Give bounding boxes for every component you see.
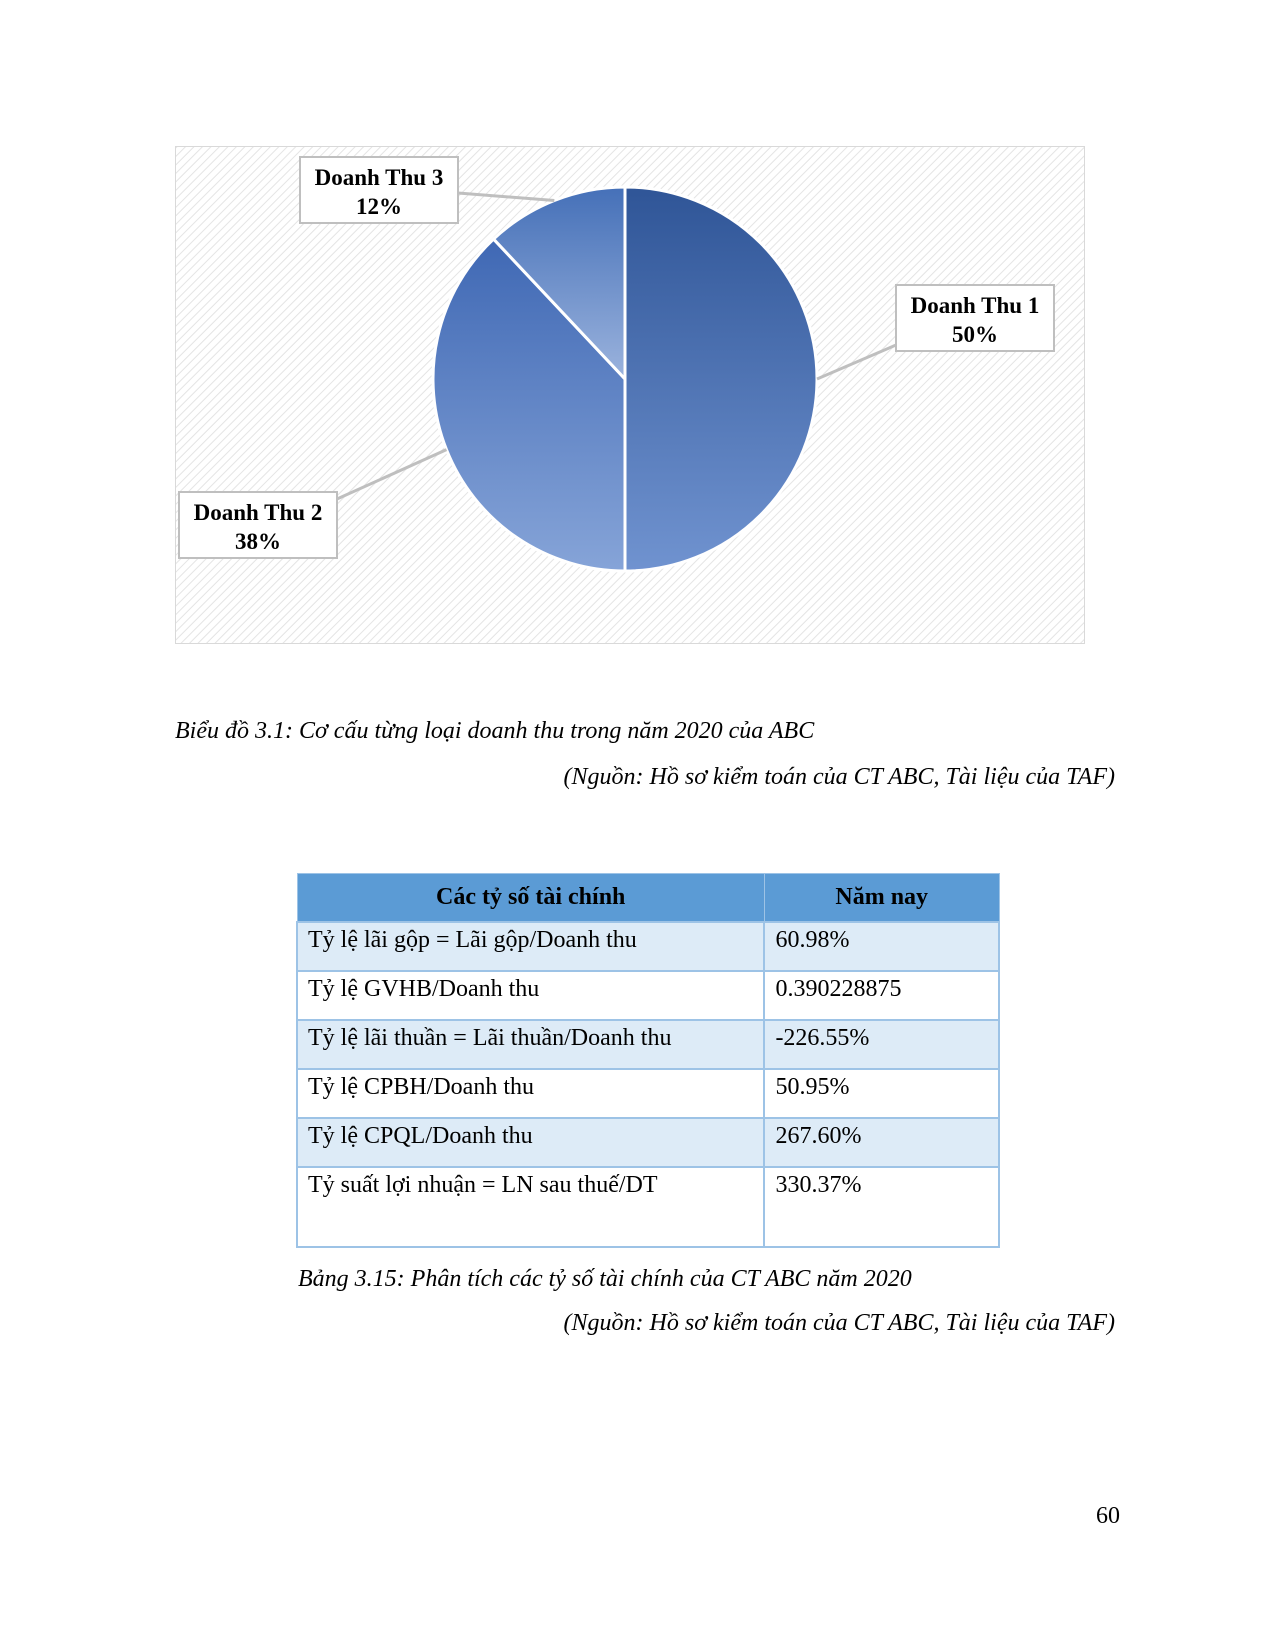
ratio-value: 60.98%	[764, 922, 999, 971]
ratio-value: 50.95%	[764, 1069, 999, 1118]
ratio-name: Tỷ lệ GVHB/Doanh thu	[297, 971, 764, 1020]
ratio-value: -226.55%	[764, 1020, 999, 1069]
table-row	[297, 1069, 999, 1118]
category-label: Doanh Thu 1	[910, 293, 1040, 318]
percent-label: 38%	[235, 529, 281, 554]
ratio-value: 0.390228875	[764, 971, 999, 1020]
table-row	[297, 1020, 999, 1069]
page-number: 60	[1096, 1503, 1120, 1529]
ratio-name: Tỷ lệ lãi thuần = Lãi thuần/Doanh thu	[297, 1020, 764, 1069]
table-row	[297, 1167, 999, 1247]
ratio-name: Tỷ lệ CPQL/Doanh thu	[297, 1118, 764, 1167]
table-header: Các tỷ số tài chính	[297, 874, 764, 923]
pie-chart-svg	[176, 147, 1084, 643]
table-row	[297, 971, 999, 1020]
pie-chart	[175, 146, 1085, 644]
chart-source: (Nguồn: Hồ sơ kiểm toán của CT ABC, Tài liệu của TAF)	[563, 764, 1115, 790]
table-header: Năm nay	[764, 874, 999, 923]
ratio-name: Tỷ lệ lãi gộp = Lãi gộp/Doanh thu	[297, 922, 764, 971]
table-source: (Nguồn: Hồ sơ kiểm toán của CT ABC, Tài liệu của TAF)	[563, 1310, 1115, 1336]
ratio-value: 330.37%	[764, 1167, 999, 1247]
ratio-name: Tỷ suất lợi nhuận = LN sau thuế/DT	[297, 1167, 764, 1247]
table-header-row	[297, 874, 999, 923]
percent-label: 50%	[952, 322, 998, 347]
ratio-name: Tỷ lệ CPBH/Doanh thu	[297, 1069, 764, 1118]
table-row	[297, 922, 999, 971]
chart-caption: Biểu đồ 3.1: Cơ cấu từng loại doanh thu trong năm 2020 của ABC	[175, 718, 815, 744]
financial-ratios-table	[296, 873, 1000, 1248]
category-label: Doanh Thu 3	[314, 165, 444, 190]
percent-label: 12%	[356, 194, 402, 219]
table-row	[297, 1118, 999, 1167]
ratio-value: 267.60%	[764, 1118, 999, 1167]
table-caption: Bảng 3.15: Phân tích các tỷ số tài chính của CT ABC năm 2020	[298, 1266, 912, 1292]
category-label: Doanh Thu 2	[193, 500, 323, 525]
